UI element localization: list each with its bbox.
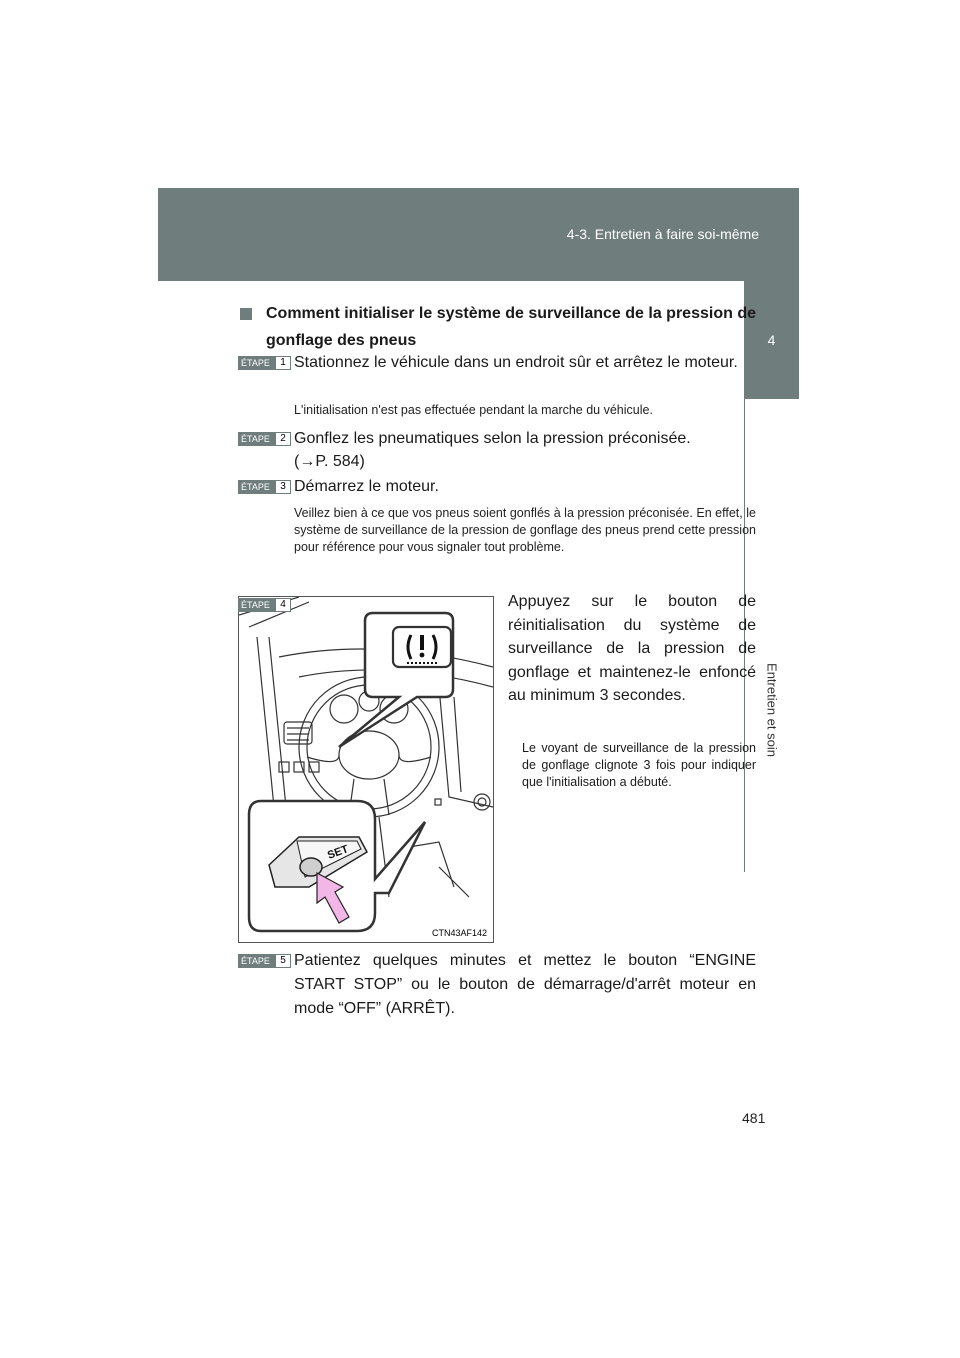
step-2-text: Gonflez les pneumatiques selon la pression préconisée. <box>294 430 691 447</box>
set-button-label: SET <box>325 843 351 862</box>
step-badge-3: ÉTAPE 3 <box>238 480 291 494</box>
dashboard-illustration <box>238 596 494 943</box>
step-3-text: Démarrez le moteur. <box>294 478 439 495</box>
step-4-text: Appuyez sur le bouton de réinitialisation du système de surveillance de la pression de gonflage et maintenez-le enfoncé au minimum 3 secondes. <box>508 593 756 704</box>
chapter-number: 4 <box>744 281 799 399</box>
page-number: 481 <box>742 1110 766 1126</box>
step-badge-1: ÉTAPE 1 <box>238 356 291 370</box>
section-title: 4-3. Entretien à faire soi-même <box>566 226 759 242</box>
square-bullet-icon <box>240 308 252 320</box>
step-3-note: Veillez bien à ce que vos pneus soient gonflés à la pression préconisée. En effet, le système de surveillance de la pression de gonflage des pneus prend cette pression pour référence pour vous signaler tout problème. <box>294 506 756 554</box>
step-5-text: Patientez quelques minutes et mettez le bouton “ENGINE START STOP” ou le bouton de démarrage/d'arrêt moteur en mode “OFF” (ARRÊT). <box>294 952 756 1017</box>
chapter-label: Entretien et soin <box>764 663 780 757</box>
step-2-ref: (→P. 584) <box>294 453 365 470</box>
section-heading: Comment initialiser le système de surveillance de la pression de gonflage des pneus <box>238 300 756 354</box>
step-1-text: Stationnez le véhicule dans un endroit sûr et arrêtez le moteur. <box>294 354 738 371</box>
steering-wheel-illustration <box>239 597 493 942</box>
step-badge-2: ÉTAPE 2 <box>238 432 291 446</box>
figure-code: CTN43AF142 <box>431 928 487 938</box>
step-badge-4: ÉTAPE 4 <box>238 598 291 612</box>
step-badge-5: ÉTAPE 5 <box>238 954 291 968</box>
step-1-note: L'initialisation n'est pas effectuée pendant la marche du véhicule. <box>294 403 653 417</box>
page-header <box>158 188 799 281</box>
step-4-note: Le voyant de surveillance de la pression de gonflage clignote 3 fois pour indiquer que l'initialisation a débuté. <box>522 741 756 789</box>
